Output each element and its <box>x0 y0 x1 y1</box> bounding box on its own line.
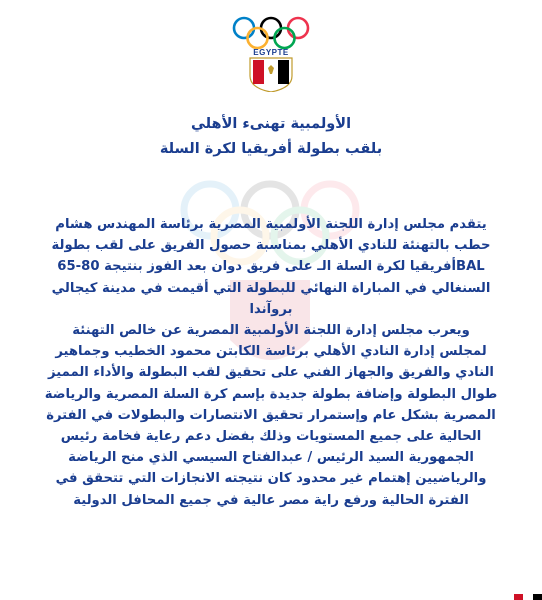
body-line: الجمهورية السيد الرئيس / عبدالفتاح السيسي الذي منح الرياضة <box>68 450 474 466</box>
headline-line-2: بلقب بطولة أفريقيا لكرة السلة <box>159 141 383 157</box>
body-line: يتقدم مجلس إدارة اللجنة الأولمبية المصرية برئاسة المهندس هشام <box>55 217 487 232</box>
body-line: ويعرب مجلس إدارة اللجنة الأولمبية المصرية عن خالص التهنئة <box>72 323 470 339</box>
flag-strip-icon <box>514 594 542 600</box>
body-line: حطب بالتهنئة للنادي الأهلي بمناسبة حصول الفريق على لقب بطولة <box>51 238 491 254</box>
body-line-3c: بعد الفوز بنتيجة 80-65 <box>57 259 207 275</box>
body-line: والرياضيين إهتمام غير محدود كان نتيجته الانجازات التي تتحقق في <box>55 471 487 487</box>
body-line: لمجلس إدارة النادي الأهلي برئاسة الكابتن محمود الخطيب وجماهير <box>55 344 487 360</box>
headline-line-1: الأولمبية تهنىء الأهلي <box>190 116 352 132</box>
body-line: بروآندا <box>249 301 293 317</box>
body-line-3b: على فريق دوان <box>211 259 313 275</box>
emblem-label: EGYPTE <box>253 48 289 57</box>
body-paragraph <box>8 214 534 511</box>
body-line-3 <box>8 256 534 277</box>
body-line: الحالية على جميع المستويات وذلك بفضل دعم رعاية فخامة رئيس <box>60 429 482 445</box>
headline <box>0 112 542 162</box>
body-line: المصرية بشكل عام وإستمرار تحقيق الانتصارات والبطولات في الفترة <box>46 407 496 423</box>
body-line: الفترة الحالية ورفع راية مصر عالية في جميع المحافل الدولية <box>73 492 469 508</box>
body-line-3a: BALأفريقيا لكرة السلة الـ <box>317 259 485 275</box>
body-line: طوال البطولة وإضافة بطولة جديدة بإسم كرة السلة المصرية والرياضة <box>44 386 498 402</box>
olympic-committee-emblem <box>226 8 316 92</box>
body-line: النادي والفريق والجهاز الفني على تحقيق لقب البطولة والأداء المميز <box>48 365 494 381</box>
body-line: السنغالي في المباراة النهائي للبطولة التي أقيمت في مدينة كيجالي <box>51 280 491 296</box>
